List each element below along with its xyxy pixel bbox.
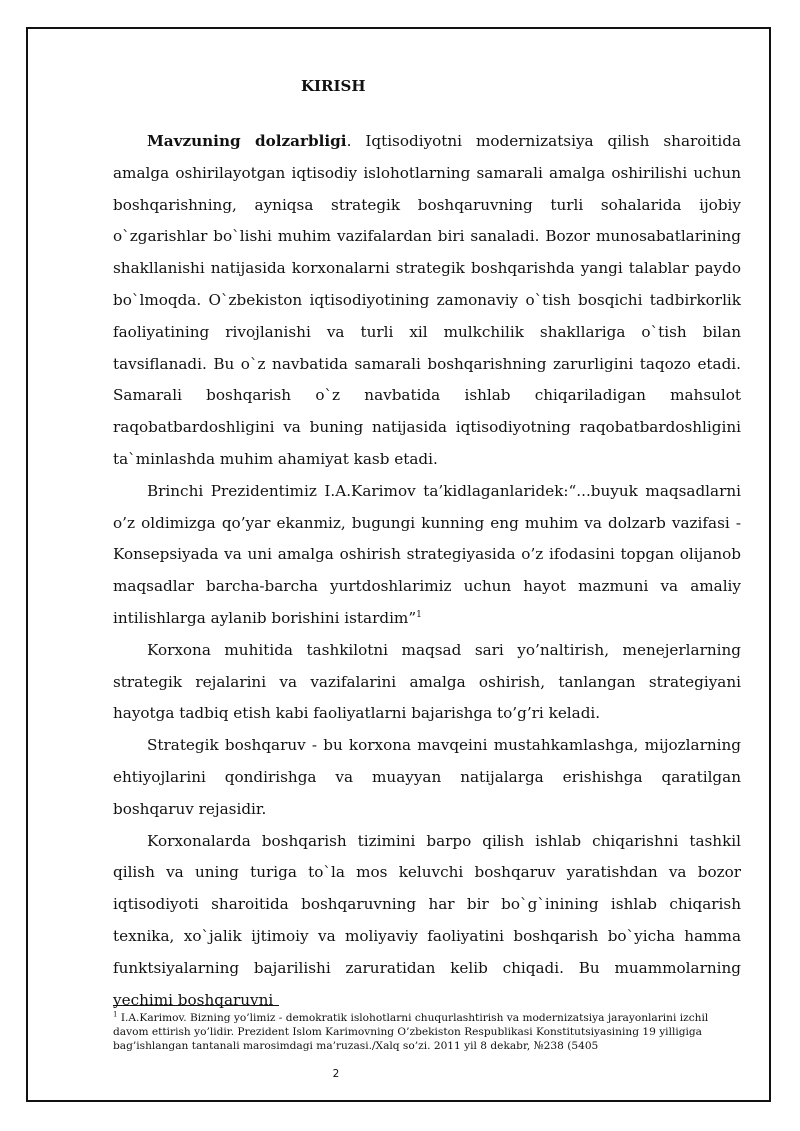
footnote-reference[interactable]: 1 bbox=[416, 609, 422, 620]
section-title: KIRISH bbox=[301, 77, 366, 95]
body-text bbox=[113, 126, 742, 1019]
relevance-heading: Mavzuning dolzarbligi bbox=[147, 132, 347, 150]
paragraph-text: . Iqtisodiyotni modernizatsiya qilish sharoitida amalga oshirilayotgan iqtisodiy islohotlarning samarali amalga oshirilishi uchun boshqarishning, ayniqsa strategik boshqaruvning turli sohalarida ijobiy o`zgarishlar bo`lishi muhim vazifalardan biri sanaladi. Bozor munosabatlarining shakllanishi natijasida korxonalarni strategik boshqarishda yangi talablar paydo bo`lmoqda. O`zbekiston iqtisodiyotining zamonaviy o`tish bosqichi tadbirkorlik faoliyatining rivojlanishi va turli xil mulkchilik shakllariga o`tish bilan tavsiflanadi. Bu o`z navbatida samarali boshqarishning zarurligini taqozo etadi. Samarali boshqarish o`z navbatida ishlab chiqariladigan mahsulot raqobatbardoshligini va buning natijasida iqtisodiyotning raqobatbardoshligini ta`minlashda muhim ahamiyat kasb etadi. bbox=[113, 132, 742, 468]
page-number: 2 bbox=[332, 1068, 340, 1080]
footnote-separator bbox=[113, 1005, 279, 1006]
footnote bbox=[113, 1011, 743, 1053]
paragraph: Korxona muhitida tashkilotni maqsad sari yo’naltirish, menejerlarning strategik rejalarini va vazifalarini amalga oshirish, tanlangan strategiyani hayotga tadbiq etish kabi faoliyatlarni bajarishga to’g’ri keladi. bbox=[113, 640, 741, 723]
paragraph-relevance bbox=[113, 126, 741, 476]
footnote-text: I.A.Karimov. Bizning yo’limiz - demokratik islohotlarni chuqurlashtirish va modernizatsiya jarayonlarini izchil davom ettirish yo’lidir. Prezident Islom Karimovning O’zbekiston Respublikasi Konstitutsiyasining 19 yilligiga bag’ishlangan tantanali marosimdagi ma’ruzasi./Xalq so’zi. 2011 yil 8 dekabr, №238 (5405 bbox=[113, 1012, 709, 1052]
paragraph: Korxonalarda boshqarish tizimini barpo qilish ishlab chiqarishni tashkil qilish va uning turiga to`la mos keluvchi boshqaruv yaratishdan va bozor iqtisodiyoti sharoitida boshqaruvning har bir bo`g`inining ishlab chiqarish texnika, xo`jalik ijtimoiy va moliyaviy faoliyatini boshqarish bo`yicha hamma funktsiyalarning bajarilishi zaruratidan kelib chiqadi. Bu muammolarning yechimi boshqaruvni bbox=[113, 831, 741, 1009]
paragraph-quote bbox=[113, 476, 741, 635]
paragraph-text: Brinchi Prezidentimiz I.A.Karimov ta’kidlaganlaridek:“...buyuk maqsadlarni o’z oldimizga qo’yar ekanmiz, bugungi kunning eng muhim va dolzarb vazifasi - Konsepsiyada va uni amalga oshirish strategiyasida o’z ifodasini topgan olijanob maqsadlar barcha-barcha yurtdoshlarimiz uchun hayot mazmuni va amaliy intilishlarga aylanib borishini istardim” bbox=[113, 481, 741, 627]
footnote-marker: 1 bbox=[113, 1010, 118, 1019]
paragraph: Strategik boshqaruv - bu korxona mavqeini mustahkamlashga, mijozlarning ehtiyojlarini qondirishga va muayyan natijalarga erishishga qaratilgan boshqaruv rejasidir. bbox=[113, 736, 741, 818]
